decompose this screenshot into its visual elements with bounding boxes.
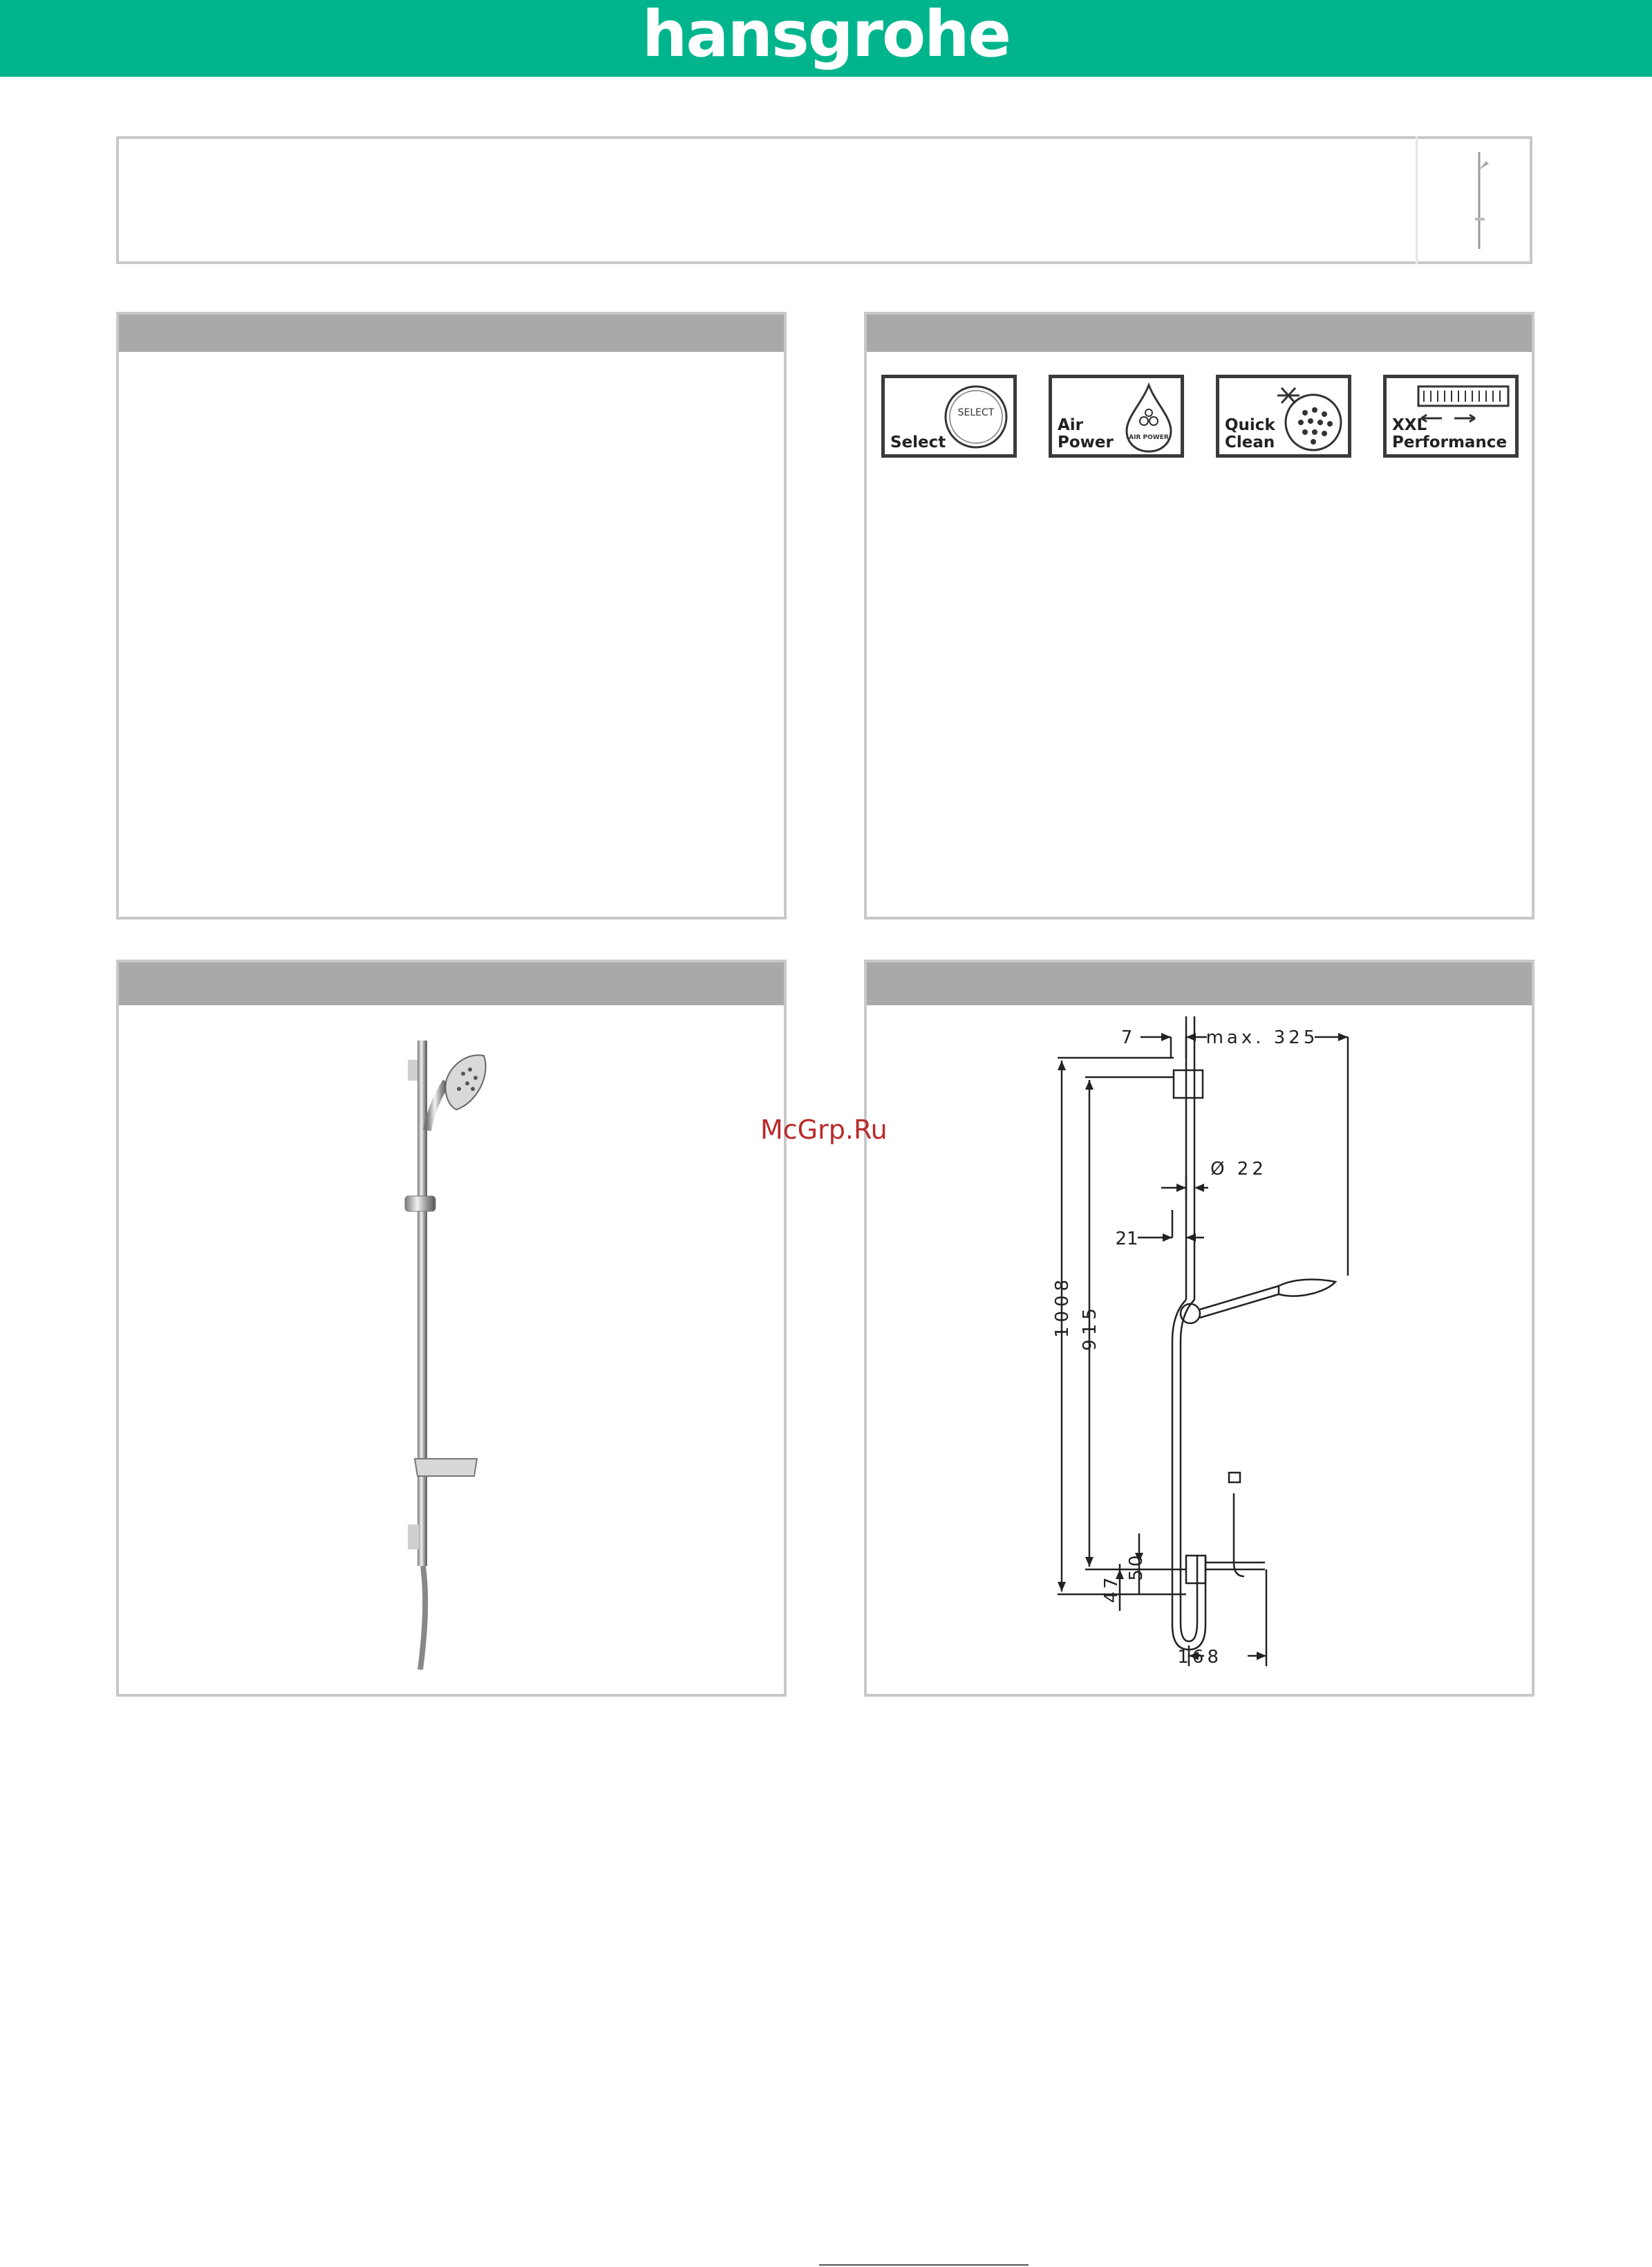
dim-max-325: max. 325 [1205, 1027, 1319, 1048]
dimension-drawing [1023, 1016, 1382, 1680]
dim-diameter-22: Ø 22 [1210, 1159, 1267, 1179]
technical-drawing-panel-header [867, 962, 1532, 1005]
feature-air-power-label: Air Power [1058, 416, 1114, 451]
select-icon-text: SELECT [957, 407, 995, 418]
feature-xxl-performance [1383, 375, 1519, 458]
feature-air-power [1049, 375, 1184, 458]
dim-47: 47 [1101, 1574, 1122, 1603]
brand-logo: hansgrohe [641, 0, 1011, 71]
dim-21: 21 [1115, 1229, 1138, 1249]
feature-select [881, 375, 1017, 458]
dim-915: 915 [1080, 1304, 1100, 1351]
watermark: McGrp.Ru [760, 1114, 888, 1145]
dim-168: 168 [1177, 1647, 1222, 1668]
feature-quick-clean [1216, 375, 1351, 458]
description-panel [116, 312, 787, 920]
product-title-box [116, 136, 1532, 264]
nozzle-clean-icon [1275, 382, 1344, 454]
dim-50: 50 [1126, 1552, 1147, 1581]
shower-set-photo [387, 1041, 511, 1670]
air-drop-icon [1121, 382, 1176, 454]
title-divider [1416, 136, 1418, 264]
air-power-icon-text: AIR POWER [1129, 434, 1169, 441]
feature-xxl-performance-label: XXL Performance [1392, 416, 1508, 451]
select-button-icon [943, 382, 1009, 451]
product-thumbnail [1465, 149, 1493, 252]
dim-7: 7 [1120, 1027, 1133, 1048]
dim-1008: 1008 [1052, 1275, 1073, 1338]
description-panel-header [119, 315, 784, 352]
features-panel-header [867, 315, 1532, 352]
footer-rule [819, 2264, 1029, 2266]
product-image-panel-header [119, 962, 784, 1005]
feature-select-label: Select [890, 433, 946, 451]
feature-quick-clean-label: Quick Clean [1225, 416, 1275, 451]
